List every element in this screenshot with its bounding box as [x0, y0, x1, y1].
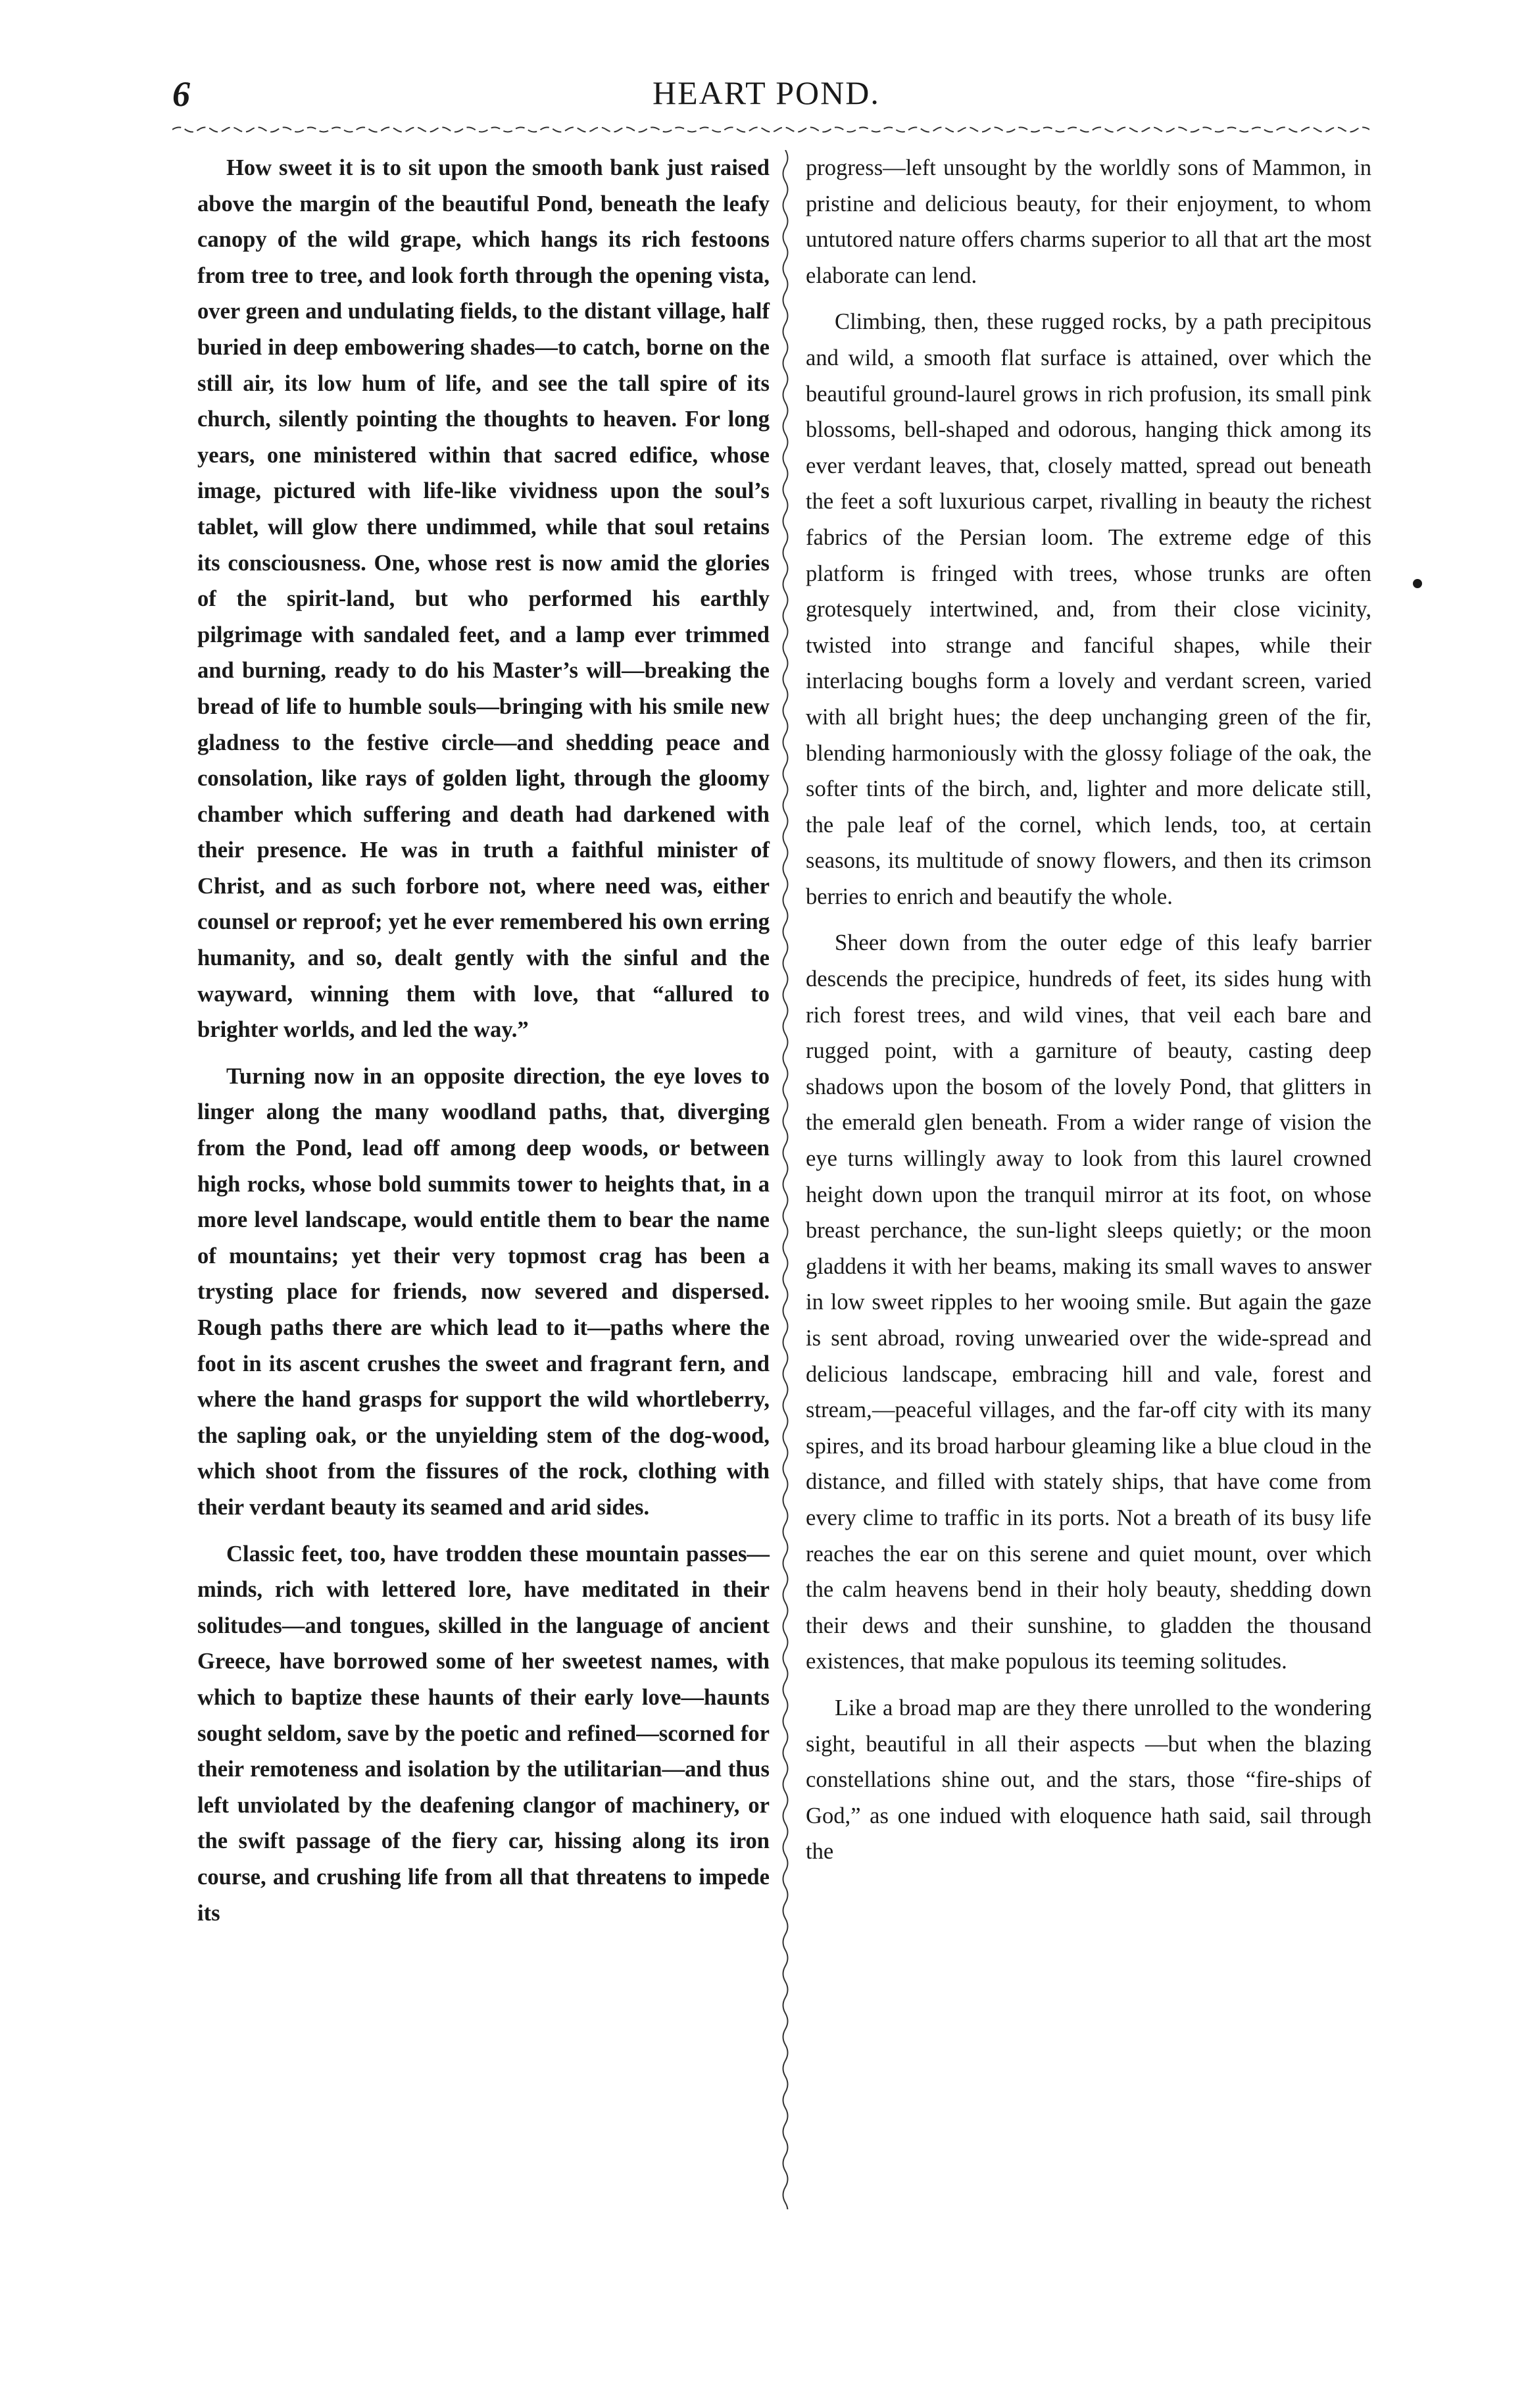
paragraph: Sheer down from the outer edge of this leafy barrier descends the precipice, hundreds of feet, its sides hung with rich forest trees, and wild vines, that veil each bare and rugged point, with a garniture of beauty, casting deep shadows upon the bosom of the lovely Pond, that glitters in the emerald glen beneath. From a wider range of vision the eye turns willingly away to look from this laurel crowned height down upon the tranquil mirror at its foot, on whose breast perchance, the sun-light sleeps quietly; or the moon gladdens it with her beams, making its small waves to answer in low sweet ripples to her wooing smile. But again the gaze is sent abroad, roving unwearied over the wide-spread and delicious landscape, embracing hill and vale, forest and stream,—peaceful villages, and the far-off city with its many spires, and its broad harbour gleaming like a blue cloud in the distance, and filled with stately ships, that have come from every clime to traffic in its ports. Not a breath of its busy life reaches the ear on this serene and quiet mount, over which the calm heavens bend in their holy beauty, shedding down their dews and their sunshine, to gladden the thousand existences, that make populous its teeming solitudes. [806, 930, 1371, 1674]
paragraph: Like a broad map are they there unrolled to the wondering sight, beautiful in all their aspects —but when the blazing constellations shine out, and the stars, those “fire-ships of God,” as one indued with eloquence hath said, sail through the [806, 1695, 1371, 1865]
paragraph: Classic feet, too, have trodden these mountain passes—minds, rich with lettered lore, have meditated in their solitudes—and tongues, skilled in the language of ancient Greece, have borrowed some of her sweetest names, with which to baptize these haunts of their early love—haunts sought seldom, save by the poetic and refined—scorned for their remoteness and isolation by the utilitarian—and thus left unviolated by the deafening clangor of machinery, or the swift passage of the fiery car, hissing along its iron course, and crushing life from all that threatens to impede its [197, 1541, 770, 1926]
header-rule [172, 124, 1369, 136]
running-head [172, 74, 1369, 120]
page-number: 6 [172, 74, 190, 114]
paragraph: How sweet it is to sit upon the smooth bank just raised above the margin of the beautiful Pond, beneath the leafy canopy of the wild grape, which hangs its rich festoons from tree to tree, and look forth through the opening vista, over green and undulating fields, to the distant village, half buried in deep embowering shades—to catch, borne on the still air, its low hum of life, and see the tall spire of its church, silently pointing the thoughts to heaven. For long years, one ministered within that sacred edifice, whose image, pictured with life-like vividness upon the soul’s tablet, will glow there undimmed, while that soul retains its consciousness. One, whose rest is now amid the glories of the spirit-land, but who performed his earthly pilgrimage with sandaled feet, and a lamp ever trimmed and burning, ready to do his Master’s will—breaking the bread of life to humble souls—bringing with his smile new gladness to the festive circle—and shedding peace and consolation, like rays of golden light, through the gloomy chamber which suffering and death had darkened with their presence. He was in truth a faithful minister of Christ, and as such forbore not, where need was, either counsel or reproof; yet he ever remembered his own erring humanity, and so, dealt gently with the sinful and the wayward, winning them with love, that “allured to brighter worlds, and led the way.” [197, 155, 770, 1043]
paragraph: Climbing, then, these rugged rocks, by a path precipitous and wild, a smooth flat surface is attained, over which the beautiful ground-laurel grows in rich profusion, its small pink blossoms, bell-shaped and odorous, hanging thick among its ever verdant leaves, that, closely matted, spread out beneath the feet a soft luxurious carpet, rivalling in beauty the richest fabrics of the Persian loom. The extreme edge of this platform is fringed with trees, whose trunks are often grotesquely intertwined, and, from their close vicinity, twisted into strange and fanciful shapes, while their interlacing boughs form a lovely and verdant screen, varied with all bright hues; the deep unchanging green of the fir, blending harmoniously with the glossy foliage of the oak, the softer tints of the birch, and, lighter and more delicate still, the pale leaf of the cornel, which lends, too, at certain seasons, its multitude of snowy flowers, and then its crimson berries to enrich and beautify the whole. [806, 309, 1371, 909]
paragraph: Turning now in an opposite direction, the eye loves to linger along the many woodland paths, that, diverging from the Pond, lead off among deep woods, or between high rocks, whose bold summits tower to heights that, in a more level landscape, would entitle them to bear the name of mountains; yet their very topmost crag has been a trysting place for friends, now severed and dispersed. Rough paths there are which lead to it—paths where the foot in its ascent crushes the sweet and fragrant fern, and where the hand grasps for support the wild whortleberry, the sapling oak, or the unyielding stem of the dog-wood, which shoot from the fissures of the rock, clothing with their verdant beauty its seamed and arid sides. [197, 1063, 770, 1520]
column-divider [778, 150, 793, 2209]
margin-dot [1413, 579, 1422, 588]
paragraph-continuation: progress—left unsought by the worldly sons of Mammon, in pristine and delicious beauty, for their enjoyment, to whom untutored nature offers charms superior to all that art the most elaborate can lend. [806, 155, 1371, 288]
page-title: HEART POND. [652, 74, 880, 111]
left-column [197, 150, 770, 1942]
right-column [806, 150, 1371, 1880]
